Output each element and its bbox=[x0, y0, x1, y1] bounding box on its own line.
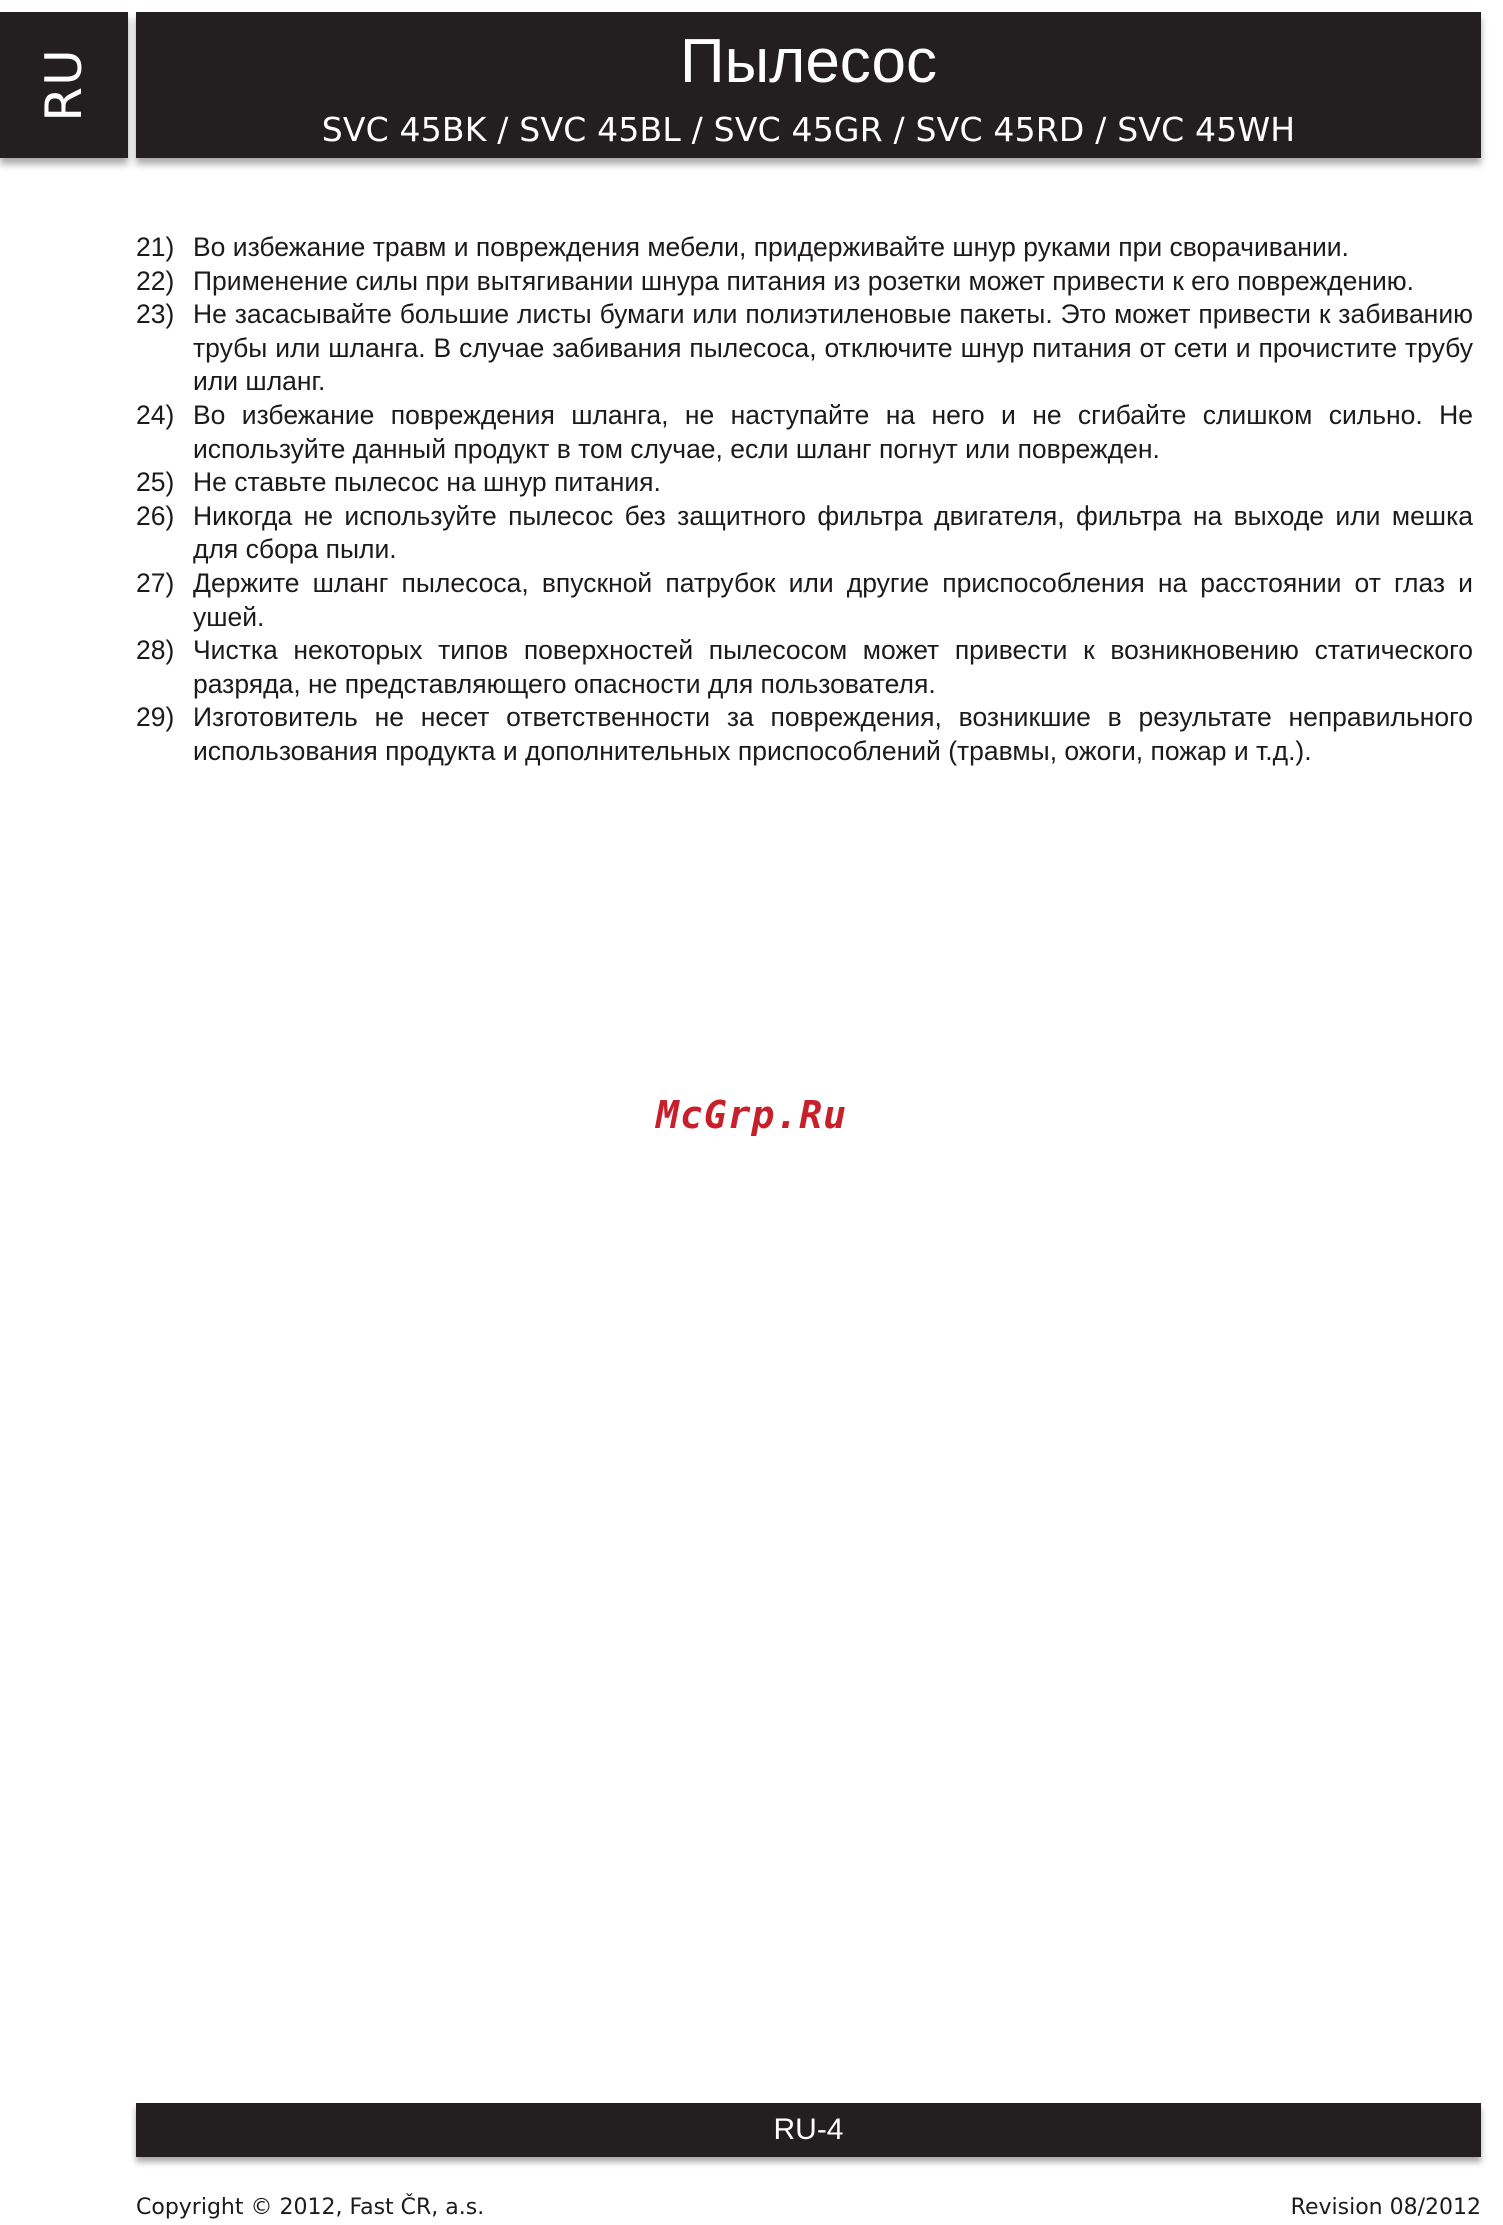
item-number: 25) bbox=[136, 467, 175, 498]
item-text: Держите шланг пылесоса, впускной патрубок или другие приспособления на расстоянии от глаз и ушей. bbox=[193, 567, 1473, 632]
list-item bbox=[136, 399, 1473, 466]
item-number: 21) bbox=[136, 232, 175, 262]
item-text: Не ставьте пылесос на шнур питания. bbox=[193, 467, 661, 498]
item-number: 23) bbox=[136, 299, 175, 330]
list-item bbox=[136, 701, 1473, 768]
list-item bbox=[136, 500, 1473, 567]
header-bar bbox=[136, 12, 1481, 158]
item-number: 29) bbox=[136, 702, 175, 733]
list-item bbox=[136, 466, 1473, 500]
model-list: SVC 45BK / SVC 45BL / SVC 45GR / SVC 45RD / SVC 45WH bbox=[321, 110, 1296, 149]
item-number: 24) bbox=[136, 399, 175, 430]
item-text: Изготовитель не несет ответственности за повреждения, возникшие в результате неправильного использования продукта и дополнительных приспособлений (травмы, ожоги, пожар и т.д.). bbox=[193, 702, 1473, 766]
list-item bbox=[136, 634, 1473, 701]
language-tab bbox=[0, 12, 128, 158]
page-number: RU-4 bbox=[773, 2113, 844, 2146]
list-item bbox=[136, 231, 1473, 265]
item-number: 28) bbox=[136, 635, 175, 666]
item-number: 27) bbox=[136, 567, 175, 598]
item-text: Чистка некоторых типов поверхностей пылесосом может привести к возникновению статического разряда, не представляющего опасности для пользователя. bbox=[193, 635, 1473, 699]
watermark: McGrp.Ru bbox=[655, 1093, 848, 1137]
item-number: 26) bbox=[136, 500, 175, 531]
list-item bbox=[136, 298, 1473, 399]
item-text: Не засасывайте большие листы бумаги или полиэтиленовые пакеты. Это может привести к забиванию трубы или шланга. В случае забивания пылесоса, отключите шнур питания от сети и прочистите трубу или шланг. bbox=[193, 299, 1473, 397]
language-code: RU bbox=[35, 48, 93, 122]
list-item bbox=[136, 567, 1473, 634]
instruction-list bbox=[136, 231, 1473, 769]
page-title: Пылесос bbox=[680, 27, 937, 96]
copyright-notice: Copyright © 2012, Fast ČR, a.s. bbox=[136, 2195, 485, 2220]
footer-bar bbox=[136, 2103, 1481, 2157]
revision-label: Revision 08/2012 bbox=[1290, 2195, 1481, 2220]
list-item bbox=[136, 265, 1473, 299]
item-text: Применение силы при вытягивании шнура питания из розетки может привести к его повреждению. bbox=[193, 265, 1415, 296]
item-text: Никогда не используйте пылесос без защитного фильтра двигателя, фильтра на выходе или мешка для сбора пыли. bbox=[193, 500, 1473, 565]
item-text: Во избежание повреждения шланга, не наступайте на него и не сгибайте слишком сильно. Не используйте данный продукт в том случае, если шланг погнут или поврежден. bbox=[193, 399, 1473, 464]
header-mark bbox=[138, 156, 150, 158]
item-number: 22) bbox=[136, 265, 175, 296]
item-text: Во избежание травм и повреждения мебели, придерживайте шнур руками при сворачивании. bbox=[193, 232, 1349, 262]
